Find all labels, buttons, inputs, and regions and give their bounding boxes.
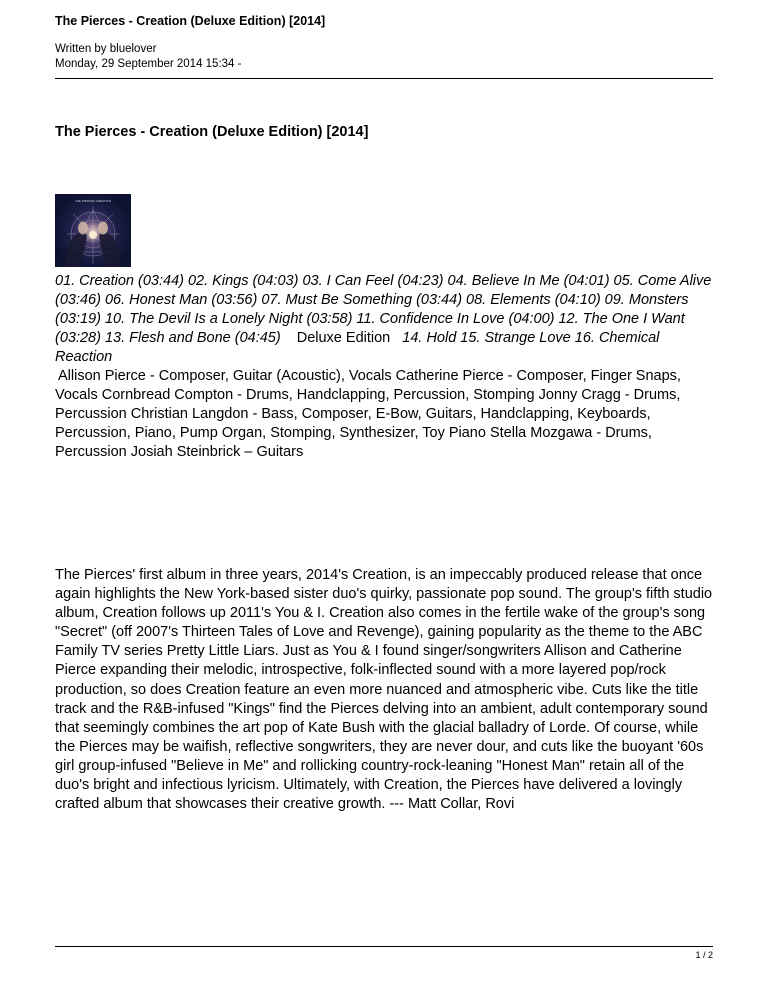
credits: Allison Pierce - Composer, Guitar (Acoustic), Vocals Catherine Pierce - Composer, Finger Snaps, Vocals Cornbread Compton - Drums, Handclapping, Percussion, Stomping Jonny Cragg - Drums, Percussion Christian Langdon - Bass, Composer, E-Bow, Guitars, Handclapping, Keyboards, Percussion, Piano, Pump Organ, Stomping, Synthesizer, Toy Piano Stella Mozgawa - Drums, Percussion Josiah Steinbrick – Guitars	[55, 368, 681, 460]
deluxe-tracklist: 14. Hold 15. Strange Love 16. Chemical Reaction	[55, 330, 660, 365]
article-title: The Pierces - Creation (Deluxe Edition) [2014]	[55, 124, 369, 140]
page-number: 1 / 2	[695, 950, 713, 960]
header-title: The Pierces - Creation (Deluxe Edition) [2014]	[55, 14, 326, 28]
footer-divider	[55, 946, 713, 947]
header-meta	[55, 42, 241, 72]
author-line: Written by bluelover	[55, 43, 157, 55]
cover-title-text: THE PIERCES CREATION	[74, 199, 112, 203]
album-cover-image	[55, 194, 131, 267]
album-review: The Pierces' first album in three years, 2014's Creation, is an impeccably produced release that once again highlights the New York-based sister duo's quirky, passionate pop sound. The group's fifth studio album, Creation follows up 2011's You & I. Creation also comes in the fertile wake of the group's song "Secret" (off 2007's Thirteen Tales of Love and Revenge), gaining popularity as the theme to the ABC Family TV series Pretty Little Liars. Just as You & I found singer/songwriters Allison and Catherine Pierce expanding their melodic, introspective, folk-inflected sound with a more layered pop/rock production, so does Creation feature an even more nuanced and atmospheric vibe. Cuts like the title track and the R&B-infused "Kings" find the Pierces delving into an ambient, adult contemporary sound that seemingly combines the art pop of Kate Bush with the glacial balladry of Lorde. Of course, while the Pierces may be waifish, reflective songwriters, they are never dour, and cuts like the buoyant '60s girl group-infused "Believe in Me" and rollicking country-rock-leaning "Honest Man" retain all of the duo's bright and infectious lyricism. Ultimately, with Creation, the Pierces have delivered a lovingly crafted album that showcases their creative growth. --- Matt Collar, Rovi	[55, 567, 713, 813]
album-cover-art	[55, 194, 131, 267]
tracklist: 01. Creation (03:44) 02. Kings (04:03) 03. I Can Feel (04:23) 04. Believe In Me (04:01) 05. Come Alive (03:46) 06. Honest Man (03:56) 07. Must Be Something (03:44) 08. Elements (04:10) 09. Monsters (03:19) 10. The Devil Is a Lonely Night (03:58) 11. Confidence In Love (04:00) 12. The One I Want (03:28) 13. Flesh and Bone (04:45)	[55, 273, 712, 346]
deluxe-edition-label: Deluxe Edition	[296, 330, 391, 346]
date-line: Monday, 29 September 2014 15:34 -	[55, 58, 242, 70]
tracklist-block	[55, 272, 715, 462]
header-divider	[55, 78, 713, 79]
